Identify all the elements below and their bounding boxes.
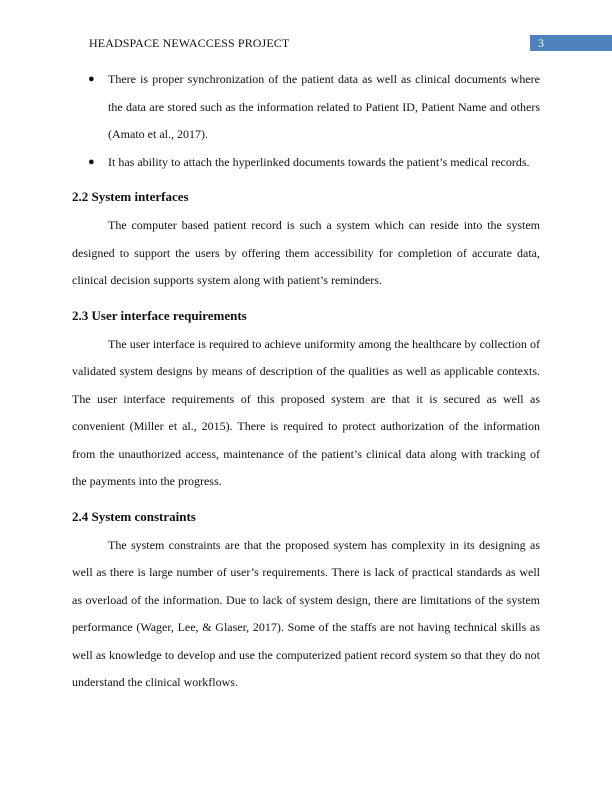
list-item (72, 66, 540, 149)
bullet-list (72, 66, 540, 176)
running-header: HEADSPACE NEWACCESS PROJECT (89, 36, 290, 50)
bullet-text: It has ability to attach the hyperlinked documents towards the patient’s medical records. (108, 154, 530, 169)
section-heading: 2.2 System interfaces (72, 189, 189, 204)
page-number-box (530, 35, 612, 51)
page-number: 3 (538, 36, 544, 50)
section-heading: 2.4 System constraints (72, 508, 196, 524)
bullet-icon: ● (88, 73, 95, 85)
bullet-icon: ● (88, 155, 95, 168)
bullet-text: There is proper synchronization of the patient data as well as clinical documents where the data are stored such as the information related to Patient ID, Patient Name and others (Amato et al., 2017). (108, 72, 540, 141)
section-paragraph: The system constraints are that the proposed system has complexity in its designing as well as there is large number of user’s requirements. There is lack of practical standards as well as overload of the information. Due to lack of system design, there are limitations of the system performance (Wager, Lee, & Glaser, 2017). Some of the staffs are not having technical skills as well as knowledge to develop and use the computerized patient record system so that they do not understand the clinical workflows. (72, 537, 540, 689)
section-heading: 2.3 User interface requirements (72, 307, 247, 323)
document-body (72, 66, 540, 697)
section-paragraph: The computer based patient record is such a system which can reside into the system designed to support the users by offering them accessibility for completion of accurate data, clinical decision supports system along with patient’s reminders. (72, 218, 540, 287)
section-paragraph: The user interface is required to achieve uniformity among the healthcare by collection of validated system designs by means of description of the qualities as well as applicable contexts. The user interface requirements of this proposed system are that it is secured as well as convenient (Miller et al., 2015). There is required to protect authorization of the information from the unauthorized access, maintenance of the patient’s clinical data along with tracking of the payments into the progress. (72, 336, 540, 488)
list-item (72, 149, 540, 177)
